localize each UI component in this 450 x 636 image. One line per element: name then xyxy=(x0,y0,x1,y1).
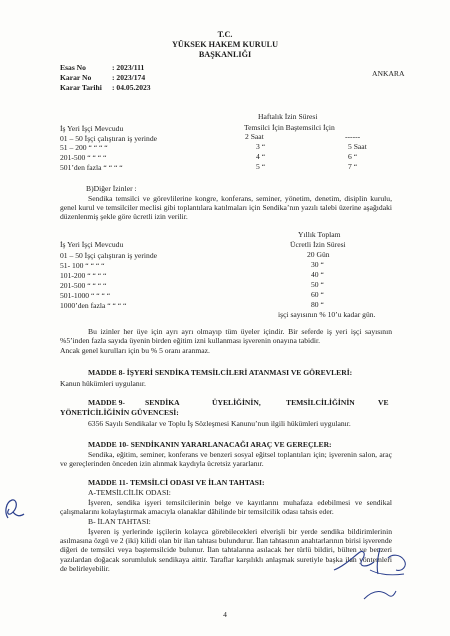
t2-row-3-range: 201-500 “ “ “ “ xyxy=(60,281,107,290)
t1-row-2-temsilci: 4 “ xyxy=(256,152,266,161)
t1-row-3-bas: 7 “ xyxy=(348,162,358,171)
t2-row-3-value: 50 “ xyxy=(311,280,324,289)
t1-right-header-1: Haftalık İzin Süresi xyxy=(258,112,318,121)
karar-label: Karar No xyxy=(60,73,92,82)
header-institution: YÜKSEK HAKEM KURULU xyxy=(172,40,278,49)
signature-stroke-mark xyxy=(360,585,400,605)
madde11-text-a: İşveren, sendika işyeri temsilcilerinin belge ve kayıtlarını muhafaza edebilmesi ve sendikal çalışmalarını kolaylaştırmak amacıyla olanaklar dâhilinde bir temsilcilik odası tahsis eder. xyxy=(60,498,392,517)
madde9-title-e: VE xyxy=(378,398,389,407)
t1-row-2-range: 201-500 “ “ “ “ xyxy=(60,153,107,162)
t2-row-5-range: 1000’den fazla “ “ “ “ xyxy=(60,301,127,310)
t2-row-0-value: 20 Gün xyxy=(307,250,330,259)
margin-initial-mark xyxy=(0,492,30,528)
t1-row-3-temsilci: 5 “ xyxy=(256,162,266,171)
t2-row-4-value: 60 “ xyxy=(311,290,324,299)
tarih-value: : 04.05.2023 xyxy=(112,83,151,92)
t2-row-2-range: 101-200 “ “ “ “ xyxy=(60,271,107,280)
t2-right-header-1: Yıllık Toplam xyxy=(298,230,341,239)
section-b-heading: B)Diğer İzinler : xyxy=(86,184,137,193)
t2-right-header-2: Ücretli İzin Süresi xyxy=(290,240,346,249)
section-b-paragraph: Sendika temsilci ve görevlilerine kongre, konferans, seminer, yönetim, denetim, disiplin kurulu, genel kurul ve temsilciler meclisi gibi toplantılara katılmaları için Sendika’nın yazılı talebi üzerine aşağıdaki düzenlenmiş şekle göre ücretli izin verilir. xyxy=(60,194,392,222)
signature-initials-mark xyxy=(330,540,420,582)
madde10-title: MADDE 10- SENDİKANIN YARARLANACAĞI ARAÇ VE GEREÇLER: xyxy=(88,440,332,449)
madde11-sub-b: B- İLAN TAHTASI: xyxy=(88,517,151,526)
t1-row-1-range: 51 – 200 “ “ “ “ xyxy=(60,143,108,152)
t1-row-1-temsilci: 3 “ xyxy=(256,142,266,151)
madde9-title-d: TEMSİLCİLİĞİNİN xyxy=(286,398,355,407)
madde9-title-a: MADDE 9- xyxy=(88,398,125,407)
t2-row-5-value: 80 “ xyxy=(311,300,324,309)
karar-value: : 2023/174 xyxy=(112,73,146,82)
t1-dashes: ------ xyxy=(345,132,361,141)
madde9-title-b: SENDİKA xyxy=(145,398,180,407)
t2-row-1-range: 51- 100 “ “ “ “ xyxy=(60,261,105,270)
t1-row-0-temsilci: 2 Saat xyxy=(245,132,264,141)
t1-row-2-bas: 6 “ xyxy=(348,152,358,161)
madde9-text: 6356 Sayılı Sendikalar ve Toplu İş Sözleşmesi Kanunu’nun ilgili hükümleri uygulanır. xyxy=(88,419,351,428)
madde9-title-c: ÜYELİĞİNİN, xyxy=(212,398,261,407)
t2-row-0-range: 01 – 50 İşçi çalıştıran iş yerinde xyxy=(60,251,158,260)
esas-value: : 2023/111 xyxy=(112,63,145,72)
madde8-text: Kanun hükümleri uygulanır. xyxy=(60,379,146,388)
t2-row-1-value: 30 “ xyxy=(311,260,324,269)
izin-paragraph-2: Ancak genel kurulları için bu % 5 oranı aranmaz. xyxy=(60,346,210,355)
madde8-title: MADDE 8- İŞYERİ SENDİKA TEMSİLCİLERİ ATANMASI VE GÖREVLERİ: xyxy=(88,368,353,377)
t1-right-header-2: Temsilci İçin Baştemsilci İçin xyxy=(244,123,335,132)
madde9-title-2: YÖNETİCİLİĞİNİN GÜVENCESİ: xyxy=(60,408,179,417)
t2-footnote: işçi sayısının % 10’u kadar gün. xyxy=(278,310,376,319)
madde11-title: MADDE 11- TEMSİLCİ ODASI VE İLAN TAHTASI: xyxy=(88,478,265,487)
madde11-text-b: İşveren iş yerlerinde işçilerin kolayca görebilecekleri elverişli bir yerde sendika bildirimlerinin asılmasına özgü ve 2 (iki) kilidi olan bir ilan tahtası bulundurur. İlan tahtasının anahtarlarının birisi işverende diğeri de temsilci veya baştemsilcide bulunur. İlan tahtalarına asılacak her türlü bildiri, bülten ve benzeri yazılardan doğacak sorumluluk sendikaya aittir. Taraflar karşılıklı anlaşmak suretiyle başka ilan yöntemleri de belirleyebilir. xyxy=(60,527,392,573)
madde11-sub-a: A-TEMSİLCİLİK ODASI: xyxy=(88,488,171,497)
city: ANKARA xyxy=(372,69,405,78)
header-tc: T.C. xyxy=(217,30,233,39)
t2-row-2-value: 40 “ xyxy=(311,270,324,279)
t2-row-4-range: 501-1000 “ “ “ “ xyxy=(60,291,111,300)
esas-label: Esas No xyxy=(60,63,86,72)
t1-row-1-bas: 5 Saat xyxy=(348,142,367,151)
page-number: 4 xyxy=(223,610,227,619)
t2-left-header: İş Yeri İşçi Mevcudu xyxy=(60,240,124,249)
tarih-label: Karar Tarihi xyxy=(60,83,102,92)
header-department: BAŞKANLIĞI xyxy=(198,50,252,59)
t1-row-0-range: 01 – 50 İşçi çalıştıran iş yerinde xyxy=(60,134,158,143)
t1-row-3-range: 501’den fazla “ “ “ “ xyxy=(60,163,123,172)
madde10-text: Sendika, eğitim, seminer, konferans ve benzeri sosyal eğitsel toplantıları için; işverenin salon, araç ve gereçlerinden önceden izin alınmak kaydıyla ücretsiz yararlanır. xyxy=(60,450,392,469)
izin-paragraph: Bu izinler her üye için ayrı ayrı olmayıp tüm üyeler içindir. Bir seferde iş yeri işçi sayısının %5’inden fazla sayıda üyenin birden eğitim izni kullanması işverenin onayına tabidir. xyxy=(60,327,392,346)
t1-left-header: İş Yeri İşçi Mevcudu xyxy=(60,124,124,133)
